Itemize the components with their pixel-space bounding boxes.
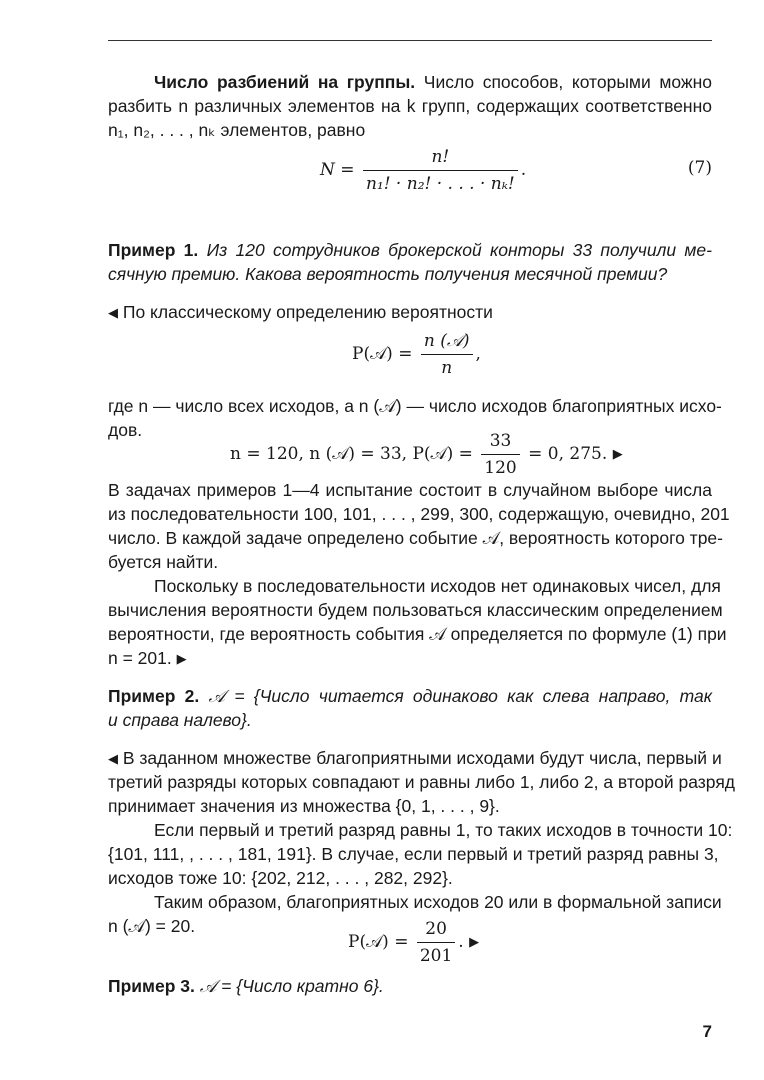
paragraph-2-line-2: вычисления вероятности будем пользоваться классическим определением xyxy=(108,600,723,620)
solution-end-marker: ▶ xyxy=(176,651,187,666)
example-1-calculation xyxy=(230,430,623,479)
section-heading: Число разбиений на группы. xyxy=(154,72,416,92)
solution-end-marker: ▶ xyxy=(612,447,623,462)
example-2-formula-numerator: 20 xyxy=(417,918,455,943)
example-2-formula-fraction xyxy=(417,918,455,967)
example-2-line-1 xyxy=(108,684,712,708)
probability-formula-fraction xyxy=(421,330,473,379)
example-2-formula-tail: . xyxy=(458,932,464,952)
example-3-label: Пример 3. xyxy=(108,976,195,996)
example-1-label: Пример 1. xyxy=(108,240,199,260)
example-2-solution-text-1: В заданном множестве благоприятными исходами будут числа, первый и xyxy=(122,748,722,768)
example-1-calc-fraction xyxy=(481,430,519,479)
example-3-event: 𝒜 = {Число кратно 6}. xyxy=(199,976,384,996)
paragraph-1-line-4: буется найти. xyxy=(108,552,219,572)
probability-formula-lhs: P(𝒜) = xyxy=(352,344,413,364)
formula-7-tail: . xyxy=(520,160,527,180)
example-1-where-line-2: дов. xyxy=(108,420,143,440)
paragraph-1-line-2: из последовательности 100, 101, . . . , 299, 300, содержащую, очевидно, 201 xyxy=(108,504,730,524)
paragraph-2-line-4-text: n = 201. xyxy=(108,648,172,668)
equation-number-7: (7) xyxy=(687,158,712,178)
example-1-calc-denominator: 120 xyxy=(484,458,517,478)
probability-formula-denominator: n xyxy=(441,358,453,378)
paragraph-2-line-1: Поскольку в последовательности исходов нет одинаковых чисел, для xyxy=(154,576,721,596)
formula-7-fraction xyxy=(363,146,518,195)
section-line-2: разбить n различных элементов на k групп, содержащих соответственно xyxy=(108,96,712,116)
example-1-where-line-1: где n — число всех исходов, а n (𝒜) — число исходов благоприятных исхо- xyxy=(108,396,722,416)
probability-formula xyxy=(352,330,481,379)
example-2-para-2-line-1: Если первый и третий разряд равны 1, то таких исходов в точности 10: xyxy=(154,820,733,840)
example-1-calc-numerator: 33 xyxy=(481,430,519,455)
header-rule xyxy=(108,40,712,41)
section-line-3: n₁, n₂, . . . , nₖ элементов, равно xyxy=(108,120,366,140)
example-1-line-1 xyxy=(108,238,712,262)
paragraph-2-line-3: вероятности, где вероятность события 𝒜 определяется по формуле (1) при xyxy=(108,624,727,644)
probability-formula-tail: , xyxy=(475,344,481,364)
example-1-calc-lhs: n = 120, n (𝒜) = 33, P(𝒜) = xyxy=(230,444,473,464)
example-2-para-3-line-1: Таким образом, благоприятных исходов 20 или в формальной записи xyxy=(154,892,722,912)
example-2-solution-line-3: принимает значения из множества {0, 1, . . . , 9}. xyxy=(108,796,500,816)
section-line-1 xyxy=(154,70,712,94)
example-2-formula-lhs: P(𝒜) = xyxy=(348,932,409,952)
formula-7-lhs: N = xyxy=(320,160,355,180)
formula-7 xyxy=(320,146,526,195)
example-2-solution-line-1 xyxy=(108,746,722,771)
example-1-solution-text: По классическому определению вероятности xyxy=(122,302,493,322)
example-3-line xyxy=(108,974,712,998)
formula-7-denominator: n₁! · n₂! · . . . · nₖ! xyxy=(365,174,515,194)
solution-end-marker: ▶ xyxy=(469,935,480,950)
paragraph-1-line-1: В задачах примеров 1—4 испытание состоит в случайном выборе числа xyxy=(108,480,712,500)
paragraph-1-line-3: число. В каждой задаче определено событие 𝒜, вероятность которого тре- xyxy=(108,528,723,548)
example-1-solution-intro xyxy=(108,300,712,325)
example-2-para-3-line-2: n (𝒜) = 20. xyxy=(108,916,196,936)
example-2-solution-line-2: третий разряды которых совпадают и равны либо 1, либо 2, а второй разряд xyxy=(108,772,736,792)
example-2-line-2: и справа налево}. xyxy=(108,710,252,730)
example-1-line-2: сячную премию. Какова вероятность получения месячной премии? xyxy=(108,264,668,284)
paragraph-2-line-4 xyxy=(108,646,712,671)
example-2-label: Пример 2. xyxy=(108,686,200,706)
example-1-calc-result: = 0, 275. xyxy=(528,444,608,464)
probability-formula-numerator: n (𝒜) xyxy=(421,330,473,355)
example-2-para-2-line-2: {101, 111, , . . . , 181, 191}. В случае, если первый и третий разряд равны 3, xyxy=(108,844,719,864)
example-2-event-1: 𝒜 = {Число читается одинаково как слева направо, так xyxy=(208,686,712,706)
example-2-para-2-line-3: исходов тоже 10: {202, 212, . . . , 282, 292}. xyxy=(108,868,453,888)
example-2-formula-denominator: 201 xyxy=(419,946,453,966)
example-1-text-1: Из 120 сотрудников брокерской конторы 33 получили ме- xyxy=(206,240,712,260)
solution-start-marker: ◀ xyxy=(108,305,118,320)
page-number: 7 xyxy=(702,1022,712,1041)
solution-start-marker: ◀ xyxy=(108,751,118,766)
section-line-1-rest: Число способов, которыми можно xyxy=(423,72,712,92)
formula-7-numerator: n! xyxy=(363,146,518,171)
example-2-formula xyxy=(348,918,479,967)
